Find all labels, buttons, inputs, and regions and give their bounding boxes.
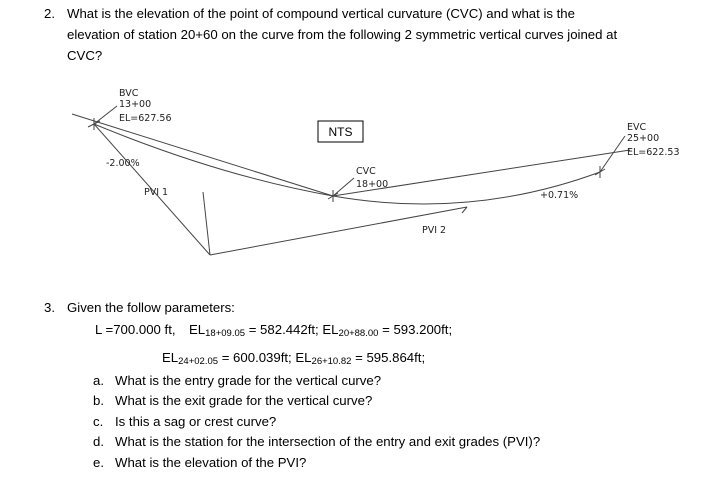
- el1-value: = 582.442ft;: [245, 322, 323, 337]
- item-e-text: What is the elevation of the PVI?: [115, 455, 307, 470]
- question-3-number: 3.: [44, 300, 55, 315]
- question-2-line-3: CVC?: [67, 48, 103, 63]
- param-elevations-line-2: [162, 350, 425, 367]
- evc-station: 25+00: [627, 133, 660, 144]
- el2-station: 20+88.00: [338, 328, 379, 339]
- evc-elevation: EL=622.53: [627, 147, 680, 158]
- item-d-text: What is the station for the intersection of the entry and exit grades (PVI)?: [115, 434, 541, 449]
- question-2-line-1: What is the elevation of the point of compound vertical curvature (CVC) and what is the: [67, 6, 575, 21]
- el4-value: = 595.864ft;: [351, 350, 426, 365]
- item-e-letter: e.: [93, 455, 104, 470]
- item-c-letter: c.: [93, 414, 104, 429]
- question-2-line-2: elevation of station 20+60 on the curve from the following 2 symmetric vertical curves joined at: [67, 27, 618, 42]
- bvc-station: 13+00: [119, 99, 152, 110]
- param-length: L =700.000 ft,: [95, 322, 176, 337]
- el1-station: 18+09.05: [205, 328, 246, 339]
- cvc-station: 18+00: [356, 179, 389, 190]
- el1-prefix: EL: [189, 322, 206, 337]
- el2-value: = 593.200ft;: [378, 322, 453, 337]
- bvc-elevation: EL=627.56: [119, 113, 172, 124]
- item-b-letter: b.: [93, 393, 104, 408]
- item-a-text: What is the entry grade for the vertical curve?: [115, 373, 382, 388]
- evc-label: EVC: [627, 122, 647, 133]
- item-b-text: What is the exit grade for the vertical curve?: [115, 393, 373, 408]
- pvi2-label: PVI 2: [422, 225, 447, 236]
- pvi1-leader: [203, 192, 210, 255]
- el3-value: = 600.039ft;: [218, 350, 296, 365]
- param-elevations-line-1: [189, 322, 452, 339]
- el4-prefix: EL: [295, 350, 312, 365]
- tangent-line-1: [72, 114, 333, 196]
- el2-prefix: EL: [322, 322, 339, 337]
- item-a-letter: a.: [93, 373, 104, 388]
- bvc-leader: [94, 106, 117, 124]
- pvi1-label: PVI 1: [144, 187, 169, 198]
- item-d-letter: d.: [93, 434, 104, 449]
- question-2-number: 2.: [44, 6, 55, 21]
- question-3-intro: Given the follow parameters:: [67, 300, 235, 315]
- nts-label: NTS: [328, 125, 353, 139]
- item-c-text: Is this a sag or crest curve?: [115, 414, 277, 429]
- el4-station: 26+10.82: [311, 356, 352, 367]
- grade-right-label: +0.71%: [540, 190, 579, 201]
- el3-station: 24+02.05: [178, 356, 219, 367]
- grade-left-label: -2.00%: [106, 158, 140, 169]
- el3-prefix: EL: [162, 350, 179, 365]
- bvc-label: BVC: [119, 88, 139, 99]
- cvc-label: CVC: [356, 166, 376, 177]
